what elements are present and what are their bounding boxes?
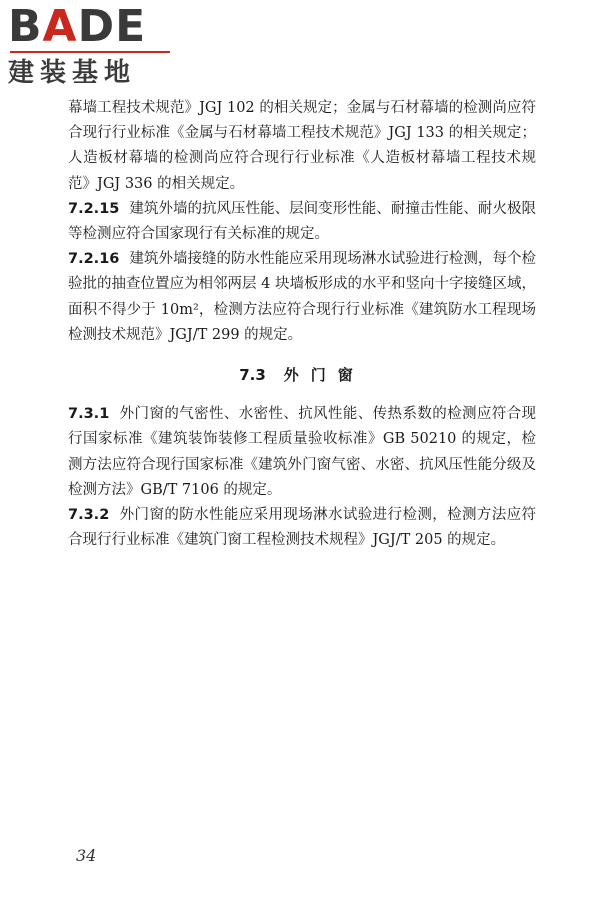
clause-number: 7.2.16 <box>68 251 120 268</box>
clause-number: 7.3.1 <box>68 406 110 423</box>
clause-7-2-16 <box>68 247 536 348</box>
logo-chinese-text: 建装基地 <box>8 58 137 88</box>
logo-letters-de: DE <box>77 1 147 52</box>
page-number: 34 <box>76 846 97 865</box>
clause-number: 7.2.15 <box>68 200 120 217</box>
section-heading <box>68 363 536 388</box>
clause-7-3-1 <box>68 402 536 503</box>
bade-logo <box>8 1 178 94</box>
clause-text: 外门窗的防水性能应采用现场淋水试验进行检测，检测方法应符合现行行业标准《建筑门窗工程检测技术规程》JGJ/T 205 的规定。 <box>68 507 536 549</box>
logo-letter-b: B <box>8 1 43 52</box>
logo-letter-a: A <box>42 1 78 52</box>
clause-text: 建筑外墙接缝的防水性能应采用现场淋水试验进行检测，每个检验批的抽查位置应为相邻两层 4 块墙板形成的水平和竖向十字接缝区域，面积不得少于 10m²，检测方法应符合现行行业标准《建筑防水工程现场检测技术规范》JGJ/T 299 的规定。 <box>68 251 536 343</box>
clause-text: 外门窗的气密性、水密性、抗风性能、传热系数的检测应符合现行国家标准《建筑装饰装修工程质量验收标准》GB 50210 的规定，检测方法应符合现行国家标准《建筑外门窗气密、水密、抗风压性能分级及检测方法》GB/T 7106 的规定。 <box>68 406 536 498</box>
section-title: 外门窗 <box>283 366 365 385</box>
clause-text: 建筑外墙的抗风压性能、层间变形性能、耐撞击性能、耐火极限等检测应符合国家现行有关标准的规定。 <box>68 200 536 243</box>
logo-wordmark <box>8 1 178 52</box>
clause-number: 7.3.2 <box>68 507 110 524</box>
document-body <box>68 96 536 553</box>
clause-7-2-15 <box>68 197 536 247</box>
paragraph-continued: 幕墙工程技术规范》JGJ 102 的相关规定；金属与石材幕墙的检测尚应符合现行行业标准《金属与石材幕墙工程技术规范》JGJ 133 的相关规定；人造板材幕墙的检测尚应符合现行行业标准《人造板材幕墙工程技术规范》JGJ 336 的相关规定。 <box>68 100 536 192</box>
section-number: 7.3 <box>239 366 266 385</box>
clause-7-3-2 <box>68 503 536 553</box>
